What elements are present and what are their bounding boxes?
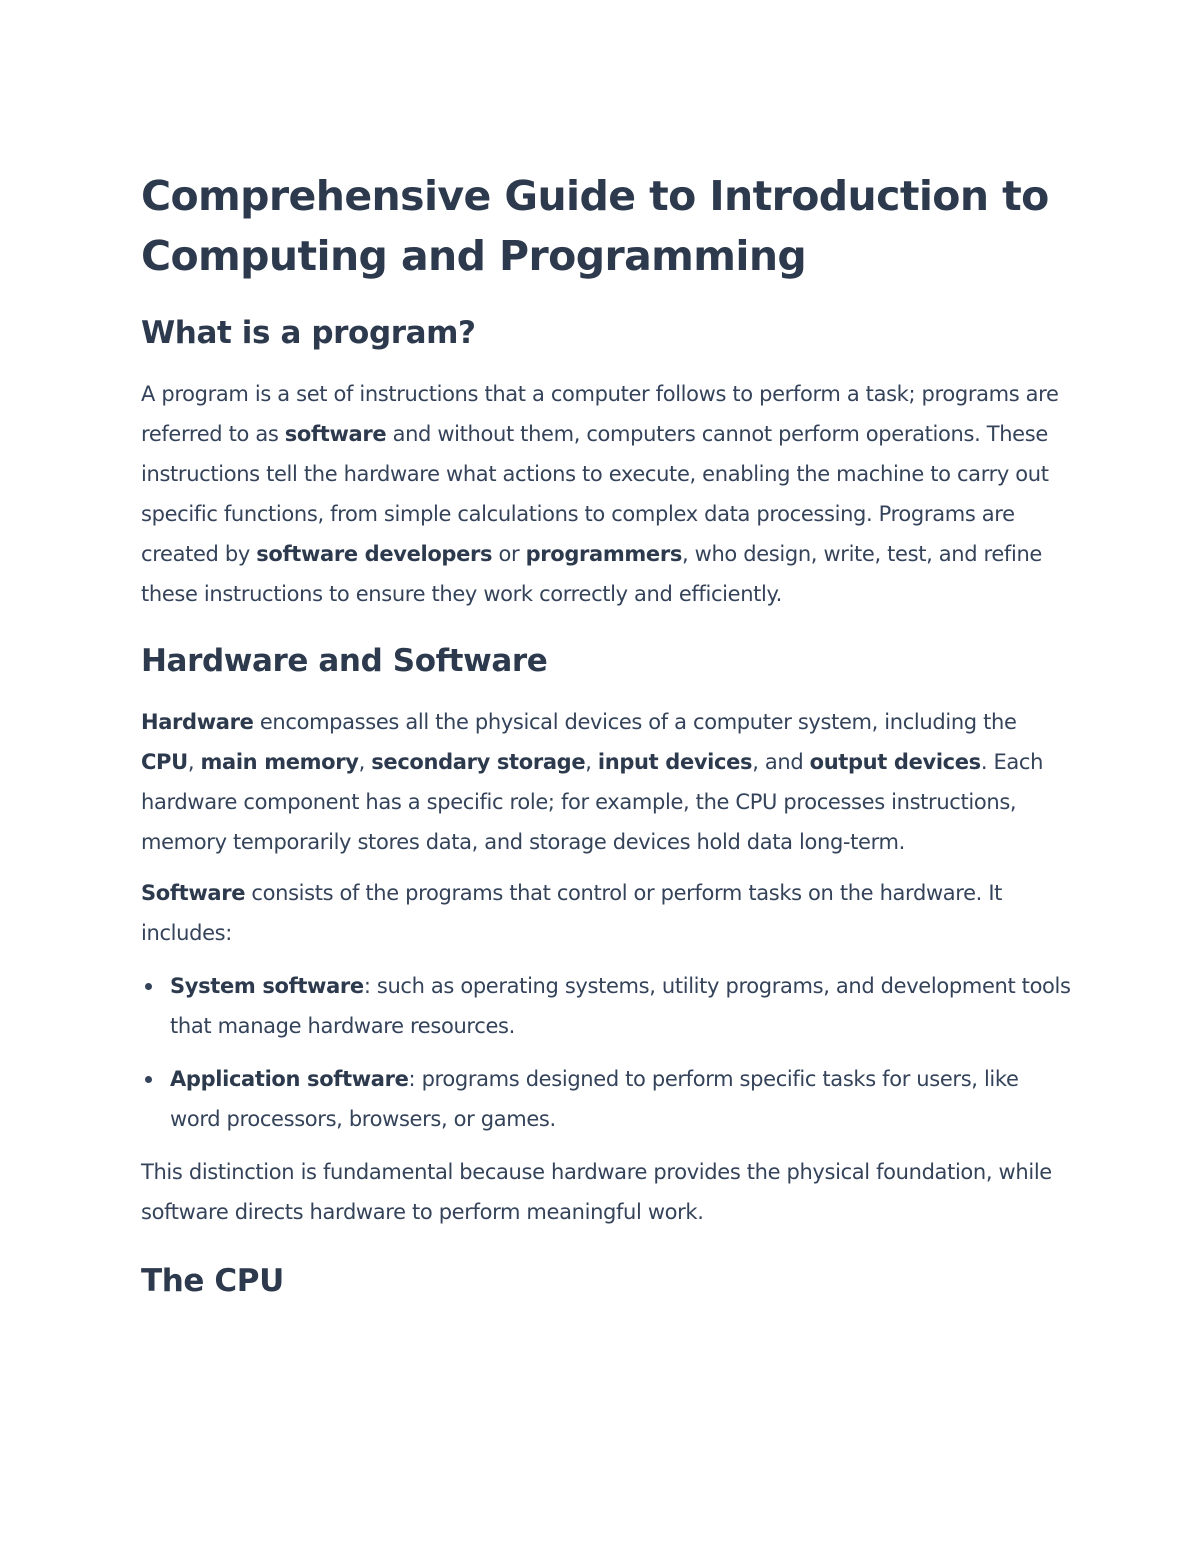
bold-term-programmers: programmers — [525, 542, 682, 566]
bold-term-cpu: CPU — [141, 750, 188, 774]
bold-term-software-heading: Software — [141, 881, 246, 905]
paragraph-software — [141, 873, 1071, 953]
text-run: or — [492, 542, 526, 566]
bold-term-hardware: Hardware — [141, 710, 254, 734]
document-title: Comprehensive Guide to Introduction to Computing and Programming — [141, 172, 1049, 280]
bold-term-secondary-storage: secondary storage — [371, 750, 586, 774]
paragraph-program-definition — [141, 374, 1071, 614]
bold-term-software-developers: software developers — [256, 542, 493, 566]
bold-term-input-devices: input devices — [597, 750, 753, 774]
bold-term-main-memory: main memory — [200, 750, 359, 774]
list-item-text: : programs designed to perform specific tasks for users, like word processors, browsers, or games. — [170, 1067, 1019, 1131]
bullet-icon — [145, 1076, 152, 1083]
paragraph-hardware — [141, 702, 1071, 862]
text-run: , and — [752, 750, 810, 774]
text-run: consists of the programs that control or perform tasks on the hardware. It includes: — [141, 881, 1003, 945]
software-types-list — [141, 966, 1071, 1139]
section-heading-the-cpu: The CPU — [141, 1263, 284, 1299]
text-run: A program is a set of instructions that a computer follows to perform a task; programs are referred to as — [141, 382, 1059, 446]
section-heading-what-is-a-program: What is a program? — [141, 315, 476, 351]
list-item-term: System software — [170, 974, 364, 998]
list-item — [170, 1059, 1071, 1139]
list-item-text: : such as operating systems, utility programs, and development tools that manage hardware resources. — [170, 974, 1071, 1038]
text-run: , — [358, 750, 372, 774]
list-item-term: Application software — [170, 1067, 409, 1091]
bullet-icon — [145, 983, 152, 990]
text-run: and without them, computers cannot perform operations. These instructions tell the hardware what actions to execute, enabling the machine to carry out specific functions, from simple calculations to complex data processing. Programs are created by — [141, 422, 1049, 566]
paragraph-distinction: This distinction is fundamental because hardware provides the physical foundation, while software directs hardware to perform meaningful work. — [141, 1160, 1052, 1224]
bold-term-output-devices: output devices — [809, 750, 981, 774]
text-run: , — [585, 750, 598, 774]
list-item — [170, 966, 1071, 1046]
text-run: encompasses all the physical devices of a computer system, including the — [253, 710, 1017, 734]
text-run: . Each hardware component has a specific role; for example, the CPU processes instructions, memory temporarily stores data, and storage devices hold data long-term. — [141, 750, 1044, 854]
bold-term-software: software — [284, 422, 387, 446]
section-heading-hardware-and-software: Hardware and Software — [141, 643, 548, 679]
text-run: , — [187, 750, 201, 774]
text-run: , who design, write, test, and refine these instructions to ensure they work correctly and efficiently. — [141, 542, 1042, 606]
document-page — [141, 166, 1071, 1301]
